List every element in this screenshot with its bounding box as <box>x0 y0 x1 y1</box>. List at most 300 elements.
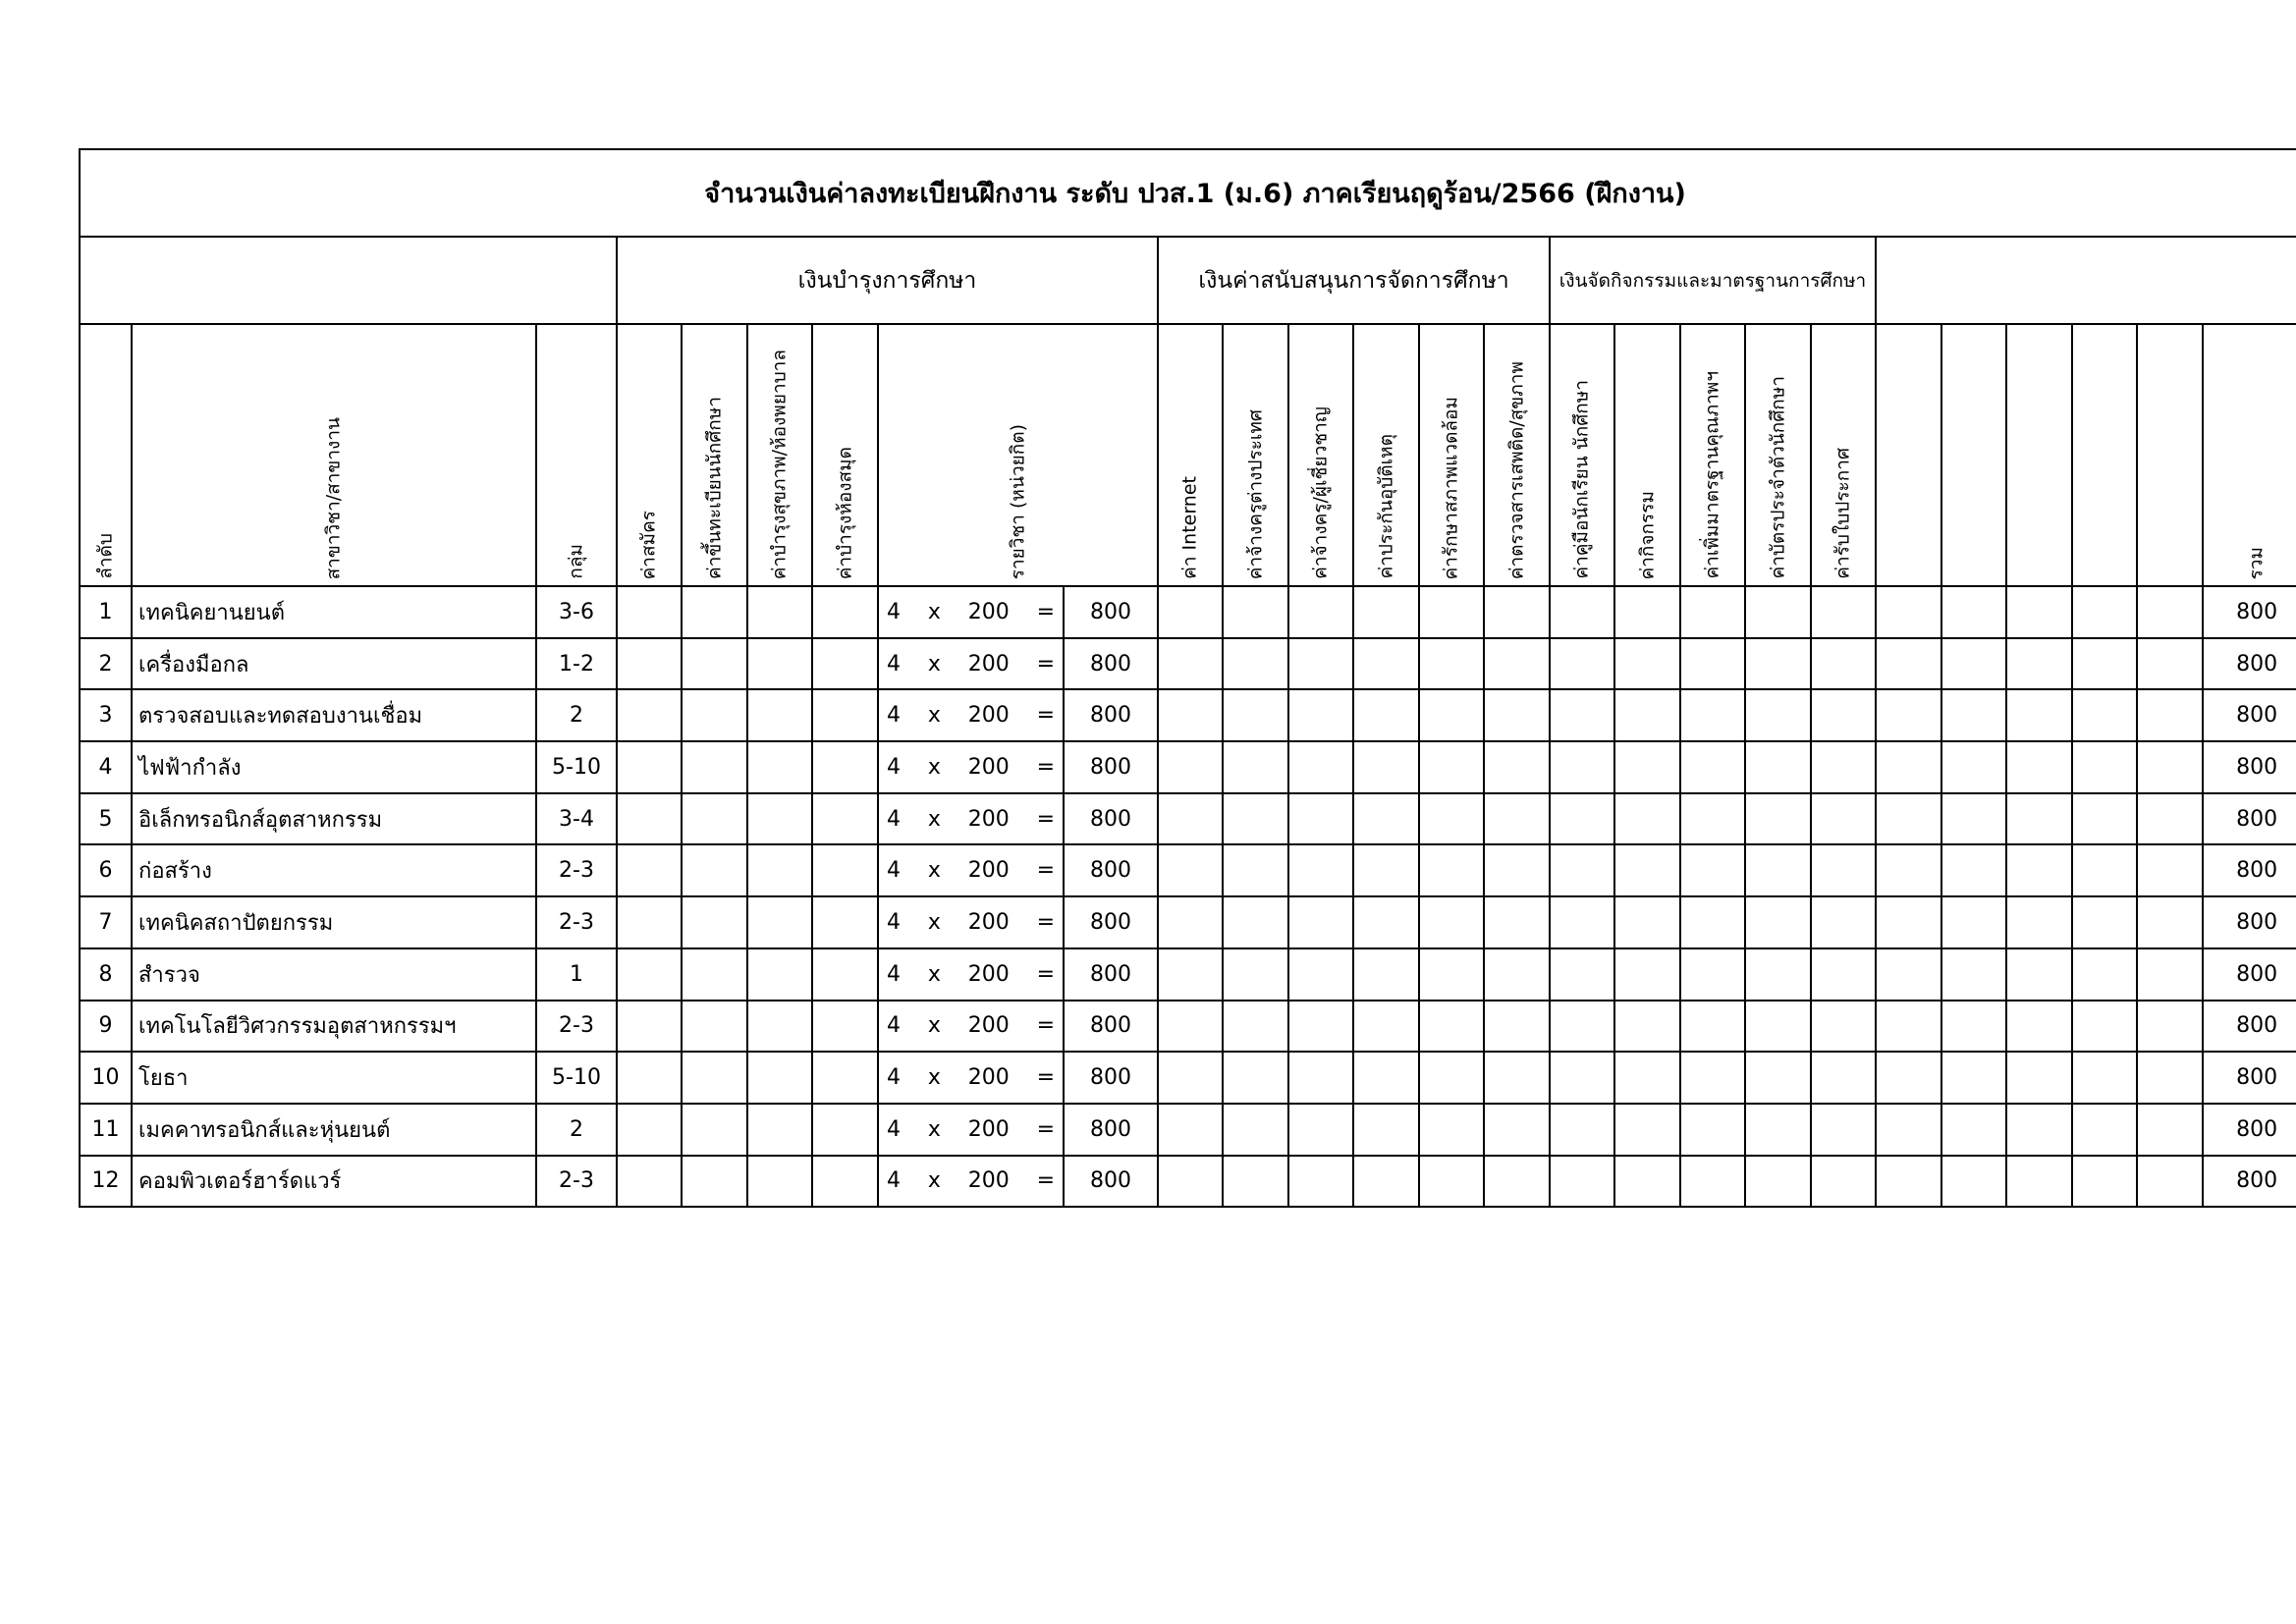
row-number: 11 <box>80 1104 132 1156</box>
row-times-sign: x <box>927 1065 941 1091</box>
row-empty-cell <box>1223 1001 1288 1053</box>
row-empty-cell <box>682 638 747 690</box>
row-subject-amount: 800 <box>1064 1001 1158 1053</box>
row-empty-cell <box>1614 793 1680 845</box>
row-empty-cell <box>1223 1156 1288 1208</box>
row-equals-sign: = <box>1036 909 1055 935</box>
table-row <box>80 1156 2296 1208</box>
row-group: 5-10 <box>536 1052 617 1104</box>
row-rate: 200 <box>967 1116 1010 1142</box>
row-rate: 200 <box>967 703 1010 729</box>
row-empty-cell <box>2137 1052 2203 1104</box>
row-empty-cell <box>1745 1156 1811 1208</box>
row-empty-cell <box>1550 1052 1614 1104</box>
row-empty-cell <box>1811 793 1876 845</box>
row-empty-cell <box>1876 1001 1941 1053</box>
row-subject-calc <box>878 1052 1064 1104</box>
row-empty-cell <box>2006 586 2072 638</box>
row-department: สำรวจ <box>132 948 536 1001</box>
row-empty-cell <box>1550 793 1614 845</box>
row-empty-cell <box>617 1156 682 1208</box>
row-empty-cell <box>747 689 812 741</box>
row-empty-cell <box>1550 1104 1614 1156</box>
header-student-handbook: ค่าคู่มือนักเรียน นักศึกษา <box>1550 324 1614 586</box>
row-empty-cell <box>812 638 878 690</box>
row-empty-cell <box>1158 1052 1223 1104</box>
row-group: 2 <box>536 689 617 741</box>
row-empty-cell <box>1811 586 1876 638</box>
row-empty-cell <box>2072 1001 2137 1053</box>
row-empty-cell <box>1419 638 1484 690</box>
row-group: 2-3 <box>536 896 617 948</box>
row-empty-cell <box>1745 896 1811 948</box>
row-subject-amount: 800 <box>1064 741 1158 793</box>
row-department: เครื่องมือกล <box>132 638 536 690</box>
row-empty-cell <box>812 844 878 896</box>
row-empty-cell <box>1158 1001 1223 1053</box>
row-empty-cell <box>747 1052 812 1104</box>
row-empty-cell <box>617 689 682 741</box>
header-application-fee: ค่าสมัคร <box>617 324 682 586</box>
row-empty-cell <box>682 1104 747 1156</box>
row-empty-cell <box>1353 1052 1419 1104</box>
row-empty-cell <box>747 896 812 948</box>
row-total: 800 <box>2203 844 2296 896</box>
row-total: 800 <box>2203 948 2296 1001</box>
row-empty-cell <box>1614 586 1680 638</box>
row-empty-cell <box>1158 844 1223 896</box>
row-group: 2 <box>536 1104 617 1156</box>
row-empty-cell <box>1288 1104 1353 1156</box>
row-empty-cell <box>1876 689 1941 741</box>
header-blank <box>2072 324 2137 586</box>
group-blank-right <box>1876 237 2296 324</box>
row-equals-sign: = <box>1036 1116 1055 1142</box>
row-empty-cell <box>617 948 682 1001</box>
row-credits: 4 <box>887 754 901 780</box>
row-empty-cell <box>1288 844 1353 896</box>
row-times-sign: x <box>927 754 941 780</box>
row-empty-cell <box>1876 1104 1941 1156</box>
row-number: 5 <box>80 793 132 845</box>
table-row <box>80 793 2296 845</box>
row-subject-amount: 800 <box>1064 1156 1158 1208</box>
row-credits: 4 <box>887 961 901 987</box>
header-group: กลุ่ม <box>536 324 617 586</box>
row-rate: 200 <box>967 1065 1010 1091</box>
row-empty-cell <box>2072 793 2137 845</box>
row-subject-calc <box>878 948 1064 1001</box>
row-rate: 200 <box>967 806 1010 832</box>
row-equals-sign: = <box>1036 599 1055 624</box>
row-empty-cell <box>1614 844 1680 896</box>
row-empty-cell <box>2137 1001 2203 1053</box>
row-empty-cell <box>1484 586 1550 638</box>
row-empty-cell <box>1353 689 1419 741</box>
row-empty-cell <box>1158 689 1223 741</box>
row-empty-cell <box>1484 1104 1550 1156</box>
row-empty-cell <box>2006 638 2072 690</box>
row-empty-cell <box>812 689 878 741</box>
row-empty-cell <box>1353 638 1419 690</box>
row-empty-cell <box>1484 896 1550 948</box>
header-expert-teacher-fee: ค่าจ้างครู/ผู้เชี่ยวชาญ <box>1288 324 1353 586</box>
row-empty-cell <box>1876 896 1941 948</box>
row-empty-cell <box>1158 948 1223 1001</box>
row-empty-cell <box>2006 1104 2072 1156</box>
row-subject-calc <box>878 638 1064 690</box>
row-empty-cell <box>1745 793 1811 845</box>
row-empty-cell <box>1353 844 1419 896</box>
row-empty-cell <box>1811 1052 1876 1104</box>
header-library-fee: ค่าบำรุงห้องสมุด <box>812 324 878 586</box>
row-empty-cell <box>2006 793 2072 845</box>
row-empty-cell <box>1353 948 1419 1001</box>
row-empty-cell <box>1353 1104 1419 1156</box>
header-foreign-teacher-fee: ค่าจ้างครูต่างประเทศ <box>1223 324 1288 586</box>
row-department: เทคนิคสถาปัตยกรรม <box>132 896 536 948</box>
row-number: 4 <box>80 741 132 793</box>
row-number: 2 <box>80 638 132 690</box>
header-quality-fee: ค่าเพิ่มมาตรฐานคุณภาพฯ <box>1680 324 1745 586</box>
row-credits: 4 <box>887 909 901 935</box>
table-row <box>80 948 2296 1001</box>
row-empty-cell <box>682 1052 747 1104</box>
row-total: 800 <box>2203 793 2296 845</box>
row-empty-cell <box>1158 1156 1223 1208</box>
row-empty-cell <box>812 948 878 1001</box>
row-empty-cell <box>1811 689 1876 741</box>
row-empty-cell <box>1223 689 1288 741</box>
row-empty-cell <box>1288 1001 1353 1053</box>
row-empty-cell <box>1745 1052 1811 1104</box>
row-subject-amount: 800 <box>1064 1052 1158 1104</box>
row-group: 2-3 <box>536 1156 617 1208</box>
row-number: 7 <box>80 896 132 948</box>
row-times-sign: x <box>927 806 941 832</box>
row-empty-cell <box>617 638 682 690</box>
row-empty-cell <box>1811 741 1876 793</box>
row-department: ก่อสร้าง <box>132 844 536 896</box>
row-empty-cell <box>812 741 878 793</box>
row-empty-cell <box>2006 1156 2072 1208</box>
row-empty-cell <box>747 844 812 896</box>
row-subject-calc <box>878 689 1064 741</box>
row-empty-cell <box>1811 1156 1876 1208</box>
row-rate: 200 <box>967 754 1010 780</box>
row-empty-cell <box>1419 793 1484 845</box>
row-empty-cell <box>1614 948 1680 1001</box>
row-subject-amount: 800 <box>1064 638 1158 690</box>
row-empty-cell <box>682 741 747 793</box>
row-empty-cell <box>812 1001 878 1053</box>
row-empty-cell <box>617 741 682 793</box>
row-empty-cell <box>1680 689 1745 741</box>
row-empty-cell <box>1876 948 1941 1001</box>
row-empty-cell <box>1876 1052 1941 1104</box>
row-empty-cell <box>1876 638 1941 690</box>
row-empty-cell <box>1941 689 2006 741</box>
row-empty-cell <box>1484 1156 1550 1208</box>
row-empty-cell <box>1745 948 1811 1001</box>
row-empty-cell <box>1680 1104 1745 1156</box>
row-empty-cell <box>1876 1156 1941 1208</box>
row-empty-cell <box>1614 638 1680 690</box>
row-empty-cell <box>812 793 878 845</box>
table-row <box>80 1104 2296 1156</box>
row-empty-cell <box>1941 741 2006 793</box>
row-empty-cell <box>682 793 747 845</box>
row-empty-cell <box>2072 741 2137 793</box>
row-rate: 200 <box>967 961 1010 987</box>
row-empty-cell <box>1680 741 1745 793</box>
row-empty-cell <box>1419 896 1484 948</box>
row-empty-cell <box>1745 638 1811 690</box>
table-row <box>80 1001 2296 1053</box>
row-empty-cell <box>1941 1104 2006 1156</box>
row-empty-cell <box>1941 638 2006 690</box>
row-total: 800 <box>2203 896 2296 948</box>
fee-table <box>79 148 2296 1208</box>
row-empty-cell <box>1288 741 1353 793</box>
header-order: ลำดับ <box>80 324 132 586</box>
header-student-registration-fee: ค่าขึ้นทะเบียนนักศึกษา <box>682 324 747 586</box>
row-empty-cell <box>1550 844 1614 896</box>
row-empty-cell <box>617 1001 682 1053</box>
row-empty-cell <box>1680 844 1745 896</box>
header-total: รวม <box>2203 324 2296 586</box>
row-empty-cell <box>1614 1052 1680 1104</box>
row-empty-cell <box>1550 896 1614 948</box>
row-empty-cell <box>1223 1104 1288 1156</box>
group-maintenance-header: เงินบำรุงการศึกษา <box>617 237 1158 324</box>
row-empty-cell <box>2137 948 2203 1001</box>
row-subject-calc <box>878 844 1064 896</box>
row-number: 9 <box>80 1001 132 1053</box>
row-empty-cell <box>1941 896 2006 948</box>
row-empty-cell <box>1680 793 1745 845</box>
table-row <box>80 1052 2296 1104</box>
row-empty-cell <box>682 1156 747 1208</box>
row-empty-cell <box>1550 741 1614 793</box>
row-empty-cell <box>682 1001 747 1053</box>
row-empty-cell <box>1941 948 2006 1001</box>
row-number: 8 <box>80 948 132 1001</box>
row-empty-cell <box>812 1052 878 1104</box>
row-department: เทคนิคยานยนต์ <box>132 586 536 638</box>
row-subject-calc <box>878 1156 1064 1208</box>
header-certificate-fee: ค่ารับใบประกาศ <box>1811 324 1876 586</box>
table-row <box>80 638 2296 690</box>
row-department: ไฟฟ้ากำลัง <box>132 741 536 793</box>
row-empty-cell <box>1223 948 1288 1001</box>
row-credits: 4 <box>887 1013 901 1039</box>
table-row <box>80 896 2296 948</box>
row-empty-cell <box>1353 1156 1419 1208</box>
row-group: 1 <box>536 948 617 1001</box>
row-equals-sign: = <box>1036 651 1055 677</box>
row-empty-cell <box>1158 638 1223 690</box>
row-empty-cell <box>812 1156 878 1208</box>
row-empty-cell <box>1484 793 1550 845</box>
row-total: 800 <box>2203 741 2296 793</box>
header-subject-fee: รายวิชา (หน่วยกิต) <box>878 324 1158 586</box>
header-activity-fee: ค่ากิจกรรม <box>1614 324 1680 586</box>
row-subject-amount: 800 <box>1064 586 1158 638</box>
row-empty-cell <box>1941 1156 2006 1208</box>
row-empty-cell <box>682 586 747 638</box>
row-empty-cell <box>1876 844 1941 896</box>
row-empty-cell <box>1419 1052 1484 1104</box>
row-empty-cell <box>1419 741 1484 793</box>
row-group: 1-2 <box>536 638 617 690</box>
row-empty-cell <box>1550 1001 1614 1053</box>
row-empty-cell <box>1288 793 1353 845</box>
row-empty-cell <box>1484 638 1550 690</box>
row-empty-cell <box>2137 689 2203 741</box>
row-rate: 200 <box>967 1013 1010 1039</box>
row-empty-cell <box>1288 1156 1353 1208</box>
row-credits: 4 <box>887 1168 901 1194</box>
row-empty-cell <box>1223 793 1288 845</box>
row-subject-calc <box>878 586 1064 638</box>
row-empty-cell <box>617 586 682 638</box>
row-subject-amount: 800 <box>1064 896 1158 948</box>
row-department: เทคโนโลยีวิศวกรรมอุตสาหกรรมฯ <box>132 1001 536 1053</box>
row-empty-cell <box>1223 586 1288 638</box>
row-empty-cell <box>1288 689 1353 741</box>
row-empty-cell <box>1745 844 1811 896</box>
group-support-header: เงินค่าสนับสนุนการจัดการศึกษา <box>1158 237 1550 324</box>
row-empty-cell <box>1550 689 1614 741</box>
row-empty-cell <box>2072 689 2137 741</box>
row-empty-cell <box>747 1156 812 1208</box>
row-subject-calc <box>878 741 1064 793</box>
row-empty-cell <box>747 1001 812 1053</box>
row-department: ตรวจสอบและทดสอบงานเชื่อม <box>132 689 536 741</box>
row-equals-sign: = <box>1036 1013 1055 1039</box>
row-subject-amount: 800 <box>1064 689 1158 741</box>
row-empty-cell <box>1158 741 1223 793</box>
row-group: 3-6 <box>536 586 617 638</box>
row-empty-cell <box>812 1104 878 1156</box>
row-total: 800 <box>2203 1104 2296 1156</box>
row-empty-cell <box>2006 689 2072 741</box>
row-empty-cell <box>747 793 812 845</box>
row-equals-sign: = <box>1036 754 1055 780</box>
row-empty-cell <box>1419 689 1484 741</box>
row-credits: 4 <box>887 651 901 677</box>
row-empty-cell <box>2006 844 2072 896</box>
row-empty-cell <box>2072 1156 2137 1208</box>
row-total: 800 <box>2203 638 2296 690</box>
row-empty-cell <box>682 689 747 741</box>
row-empty-cell <box>1223 741 1288 793</box>
row-subject-calc <box>878 896 1064 948</box>
header-department: สาขาวิชา/สาขางาน <box>132 324 536 586</box>
row-empty-cell <box>1745 1001 1811 1053</box>
row-empty-cell <box>2137 793 2203 845</box>
row-times-sign: x <box>927 1168 941 1194</box>
row-empty-cell <box>1941 793 2006 845</box>
row-empty-cell <box>1745 741 1811 793</box>
row-credits: 4 <box>887 599 901 624</box>
row-times-sign: x <box>927 909 941 935</box>
row-empty-cell <box>1288 948 1353 1001</box>
row-empty-cell <box>617 1052 682 1104</box>
header-blank <box>1941 324 2006 586</box>
row-empty-cell <box>2072 1052 2137 1104</box>
row-rate: 200 <box>967 858 1010 884</box>
row-department: คอมพิวเตอร์ฮาร์ดแวร์ <box>132 1156 536 1208</box>
row-empty-cell <box>1745 586 1811 638</box>
row-empty-cell <box>1550 586 1614 638</box>
row-empty-cell <box>1353 793 1419 845</box>
row-times-sign: x <box>927 599 941 624</box>
row-empty-cell <box>682 844 747 896</box>
row-times-sign: x <box>927 1013 941 1039</box>
row-empty-cell <box>1550 948 1614 1001</box>
row-empty-cell <box>2072 948 2137 1001</box>
row-empty-cell <box>2137 1156 2203 1208</box>
row-empty-cell <box>1745 1104 1811 1156</box>
row-equals-sign: = <box>1036 961 1055 987</box>
row-empty-cell <box>1223 896 1288 948</box>
row-empty-cell <box>1614 1001 1680 1053</box>
row-empty-cell <box>747 948 812 1001</box>
row-empty-cell <box>1288 1052 1353 1104</box>
row-empty-cell <box>1680 896 1745 948</box>
row-empty-cell <box>1745 689 1811 741</box>
row-empty-cell <box>1223 844 1288 896</box>
row-empty-cell <box>1353 896 1419 948</box>
header-student-id-card: ค่าบัตรประจำตัวนักศึกษา <box>1745 324 1811 586</box>
row-total: 800 <box>2203 1001 2296 1053</box>
row-empty-cell <box>1223 1052 1288 1104</box>
row-subject-calc <box>878 793 1064 845</box>
row-empty-cell <box>1158 896 1223 948</box>
row-times-sign: x <box>927 961 941 987</box>
row-empty-cell <box>1811 1104 1876 1156</box>
header-drug-test-fee: ค่าตรวจสารเสพติด/สุขภาพ <box>1484 324 1550 586</box>
row-times-sign: x <box>927 651 941 677</box>
row-department: อิเล็กทรอนิกส์อุตสาหกรรม <box>132 793 536 845</box>
row-empty-cell <box>2137 638 2203 690</box>
row-empty-cell <box>2137 844 2203 896</box>
row-group: 3-4 <box>536 793 617 845</box>
header-environment-fee: ค่ารักษาสภาพแวดล้อม <box>1419 324 1484 586</box>
row-department: เมคคาทรอนิกส์และหุ่นยนต์ <box>132 1104 536 1156</box>
row-empty-cell <box>1941 844 2006 896</box>
row-total: 800 <box>2203 689 2296 741</box>
row-empty-cell <box>1614 896 1680 948</box>
row-empty-cell <box>2137 896 2203 948</box>
group-activities-header: เงินจัดกิจกรรมและมาตรฐานการศึกษา <box>1550 237 1876 324</box>
row-times-sign: x <box>927 1116 941 1142</box>
row-empty-cell <box>2006 1052 2072 1104</box>
row-empty-cell <box>2137 1104 2203 1156</box>
row-empty-cell <box>617 896 682 948</box>
row-empty-cell <box>617 844 682 896</box>
row-empty-cell <box>812 586 878 638</box>
row-empty-cell <box>1484 948 1550 1001</box>
row-empty-cell <box>1811 1001 1876 1053</box>
table-title: จำนวนเงินค่าลงทะเบียนฝึกงาน ระดับ ปวส.1 (ม.6) ภาคเรียนฤดูร้อน/2566 (ฝึกงาน) <box>80 149 2296 237</box>
row-number: 1 <box>80 586 132 638</box>
row-number: 12 <box>80 1156 132 1208</box>
row-empty-cell <box>1419 1001 1484 1053</box>
row-empty-cell <box>1550 638 1614 690</box>
